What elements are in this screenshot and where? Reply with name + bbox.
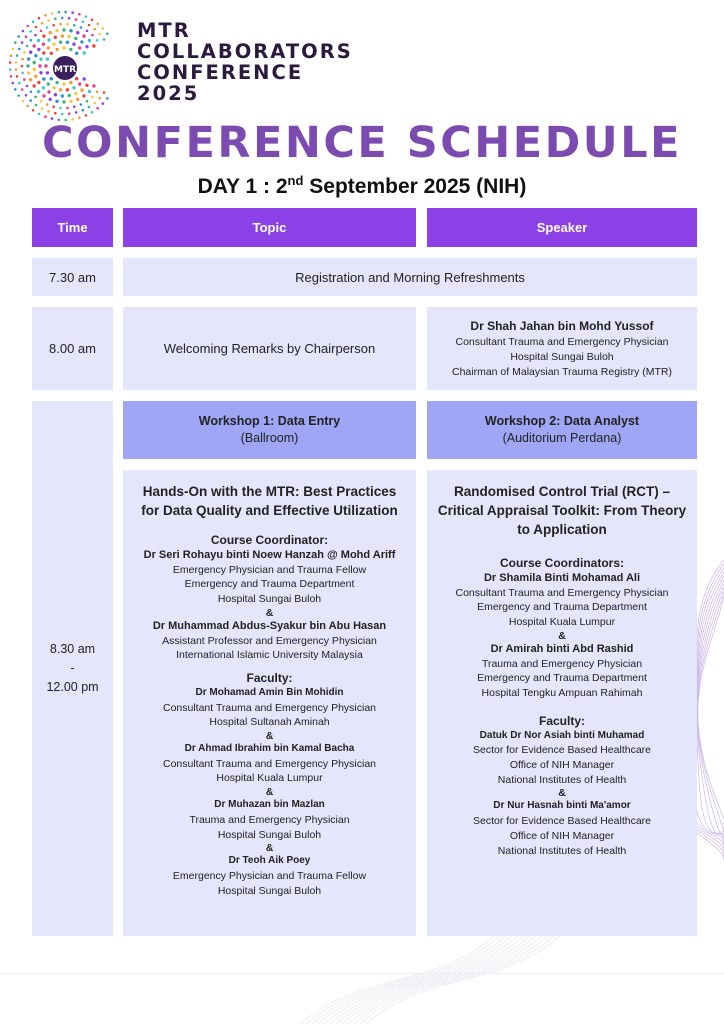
logo-dot xyxy=(10,54,13,57)
person-line: Emergency Physician and Trauma Fellow xyxy=(172,563,367,576)
workshop-1-header xyxy=(123,401,416,459)
logo-dot xyxy=(59,41,62,44)
logo-dot xyxy=(30,91,33,94)
logo-dot xyxy=(54,36,57,39)
logo-dot xyxy=(42,77,45,80)
logo-dot xyxy=(74,37,77,40)
logo-dot xyxy=(44,64,47,67)
logo-dot xyxy=(50,52,53,55)
ampersand: & xyxy=(265,842,274,855)
logo-dot xyxy=(78,46,81,49)
logo-dot xyxy=(66,41,69,44)
logo-dot xyxy=(75,111,78,114)
person-line: Consultant Trauma and Emergency Physician xyxy=(162,757,377,770)
logo-dot xyxy=(42,86,45,89)
header-topic: Topic xyxy=(123,208,416,247)
logo-dot xyxy=(68,17,71,20)
logo-dot xyxy=(88,90,91,93)
faculty-label: Faculty: xyxy=(538,713,585,728)
speaker-line: Hospital Sungai Buloh xyxy=(510,350,614,363)
logo-dot xyxy=(42,43,45,46)
logo-dot xyxy=(12,82,15,85)
logo-dot xyxy=(15,68,18,71)
logo-dot xyxy=(66,107,69,110)
logo-dot xyxy=(39,71,42,74)
wave-line xyxy=(697,592,724,839)
logo-dot xyxy=(29,51,32,54)
person-line: Assistant Professor and Emergency Physician xyxy=(162,634,377,647)
logo-dot xyxy=(98,33,101,36)
day-heading xyxy=(0,173,724,199)
person-line: Emergency and Trauma Department xyxy=(477,601,647,614)
logo-dot xyxy=(69,48,72,51)
logo-dot xyxy=(96,23,99,26)
logo-dot xyxy=(69,100,72,103)
logo-dot xyxy=(27,71,30,74)
heading-line: Critical Appraisal Toolkit: From Theory xyxy=(437,503,687,518)
logo-dot xyxy=(93,102,96,105)
logo-dot xyxy=(74,92,77,95)
logo-dot xyxy=(21,88,24,91)
person-line: Hospital Tengku Ampuan Rahimah xyxy=(481,686,643,699)
time-start: 8.30 am xyxy=(49,642,96,656)
logo-dot xyxy=(78,82,81,85)
logo-dot xyxy=(17,94,20,97)
ampersand: & xyxy=(558,629,566,642)
logo-dot xyxy=(40,30,43,33)
person-line: Office of NIH Manager xyxy=(509,829,615,842)
logo-dot xyxy=(47,110,50,113)
logo-dot xyxy=(82,34,85,37)
heading-line: for Data Quality and Effective Utilization xyxy=(141,503,398,518)
logo-dot xyxy=(80,103,83,106)
person-line: National Institutes of Health xyxy=(497,844,627,857)
logo-dot xyxy=(68,94,71,97)
coordinator-name: Dr Seri Rohayu binti Noew Hanzah @ Mohd Ariff xyxy=(143,549,396,561)
logo-dot xyxy=(83,77,86,80)
logo-line-3: CONFERENCE xyxy=(137,61,304,84)
logo-dot xyxy=(25,35,28,38)
logo-dot xyxy=(38,113,41,116)
logo-dot xyxy=(22,100,25,103)
logo-dot xyxy=(32,44,35,47)
logo-dot xyxy=(9,61,12,64)
logo-dot xyxy=(61,113,64,116)
wave-line xyxy=(366,930,566,1024)
person-line: Sector for Evidence Based Healthcare xyxy=(472,815,651,828)
person-line: Hospital Kuala Lumpur xyxy=(508,616,616,629)
logo-dot xyxy=(47,82,50,85)
logo-dot xyxy=(38,17,41,20)
footer-divider xyxy=(0,973,724,974)
logo-dot xyxy=(103,38,106,41)
logo-dot xyxy=(61,94,64,97)
logo-dot xyxy=(39,58,42,61)
logo-dot xyxy=(42,51,45,54)
logo-dot xyxy=(52,43,55,46)
person-line: Trauma and Emergency Physician xyxy=(189,813,350,826)
decorative-waves-bottom xyxy=(300,930,600,1024)
coordinator-name: Dr Shamila Binti Mohamad Ali xyxy=(483,572,641,584)
logo-dot xyxy=(16,54,19,57)
logo-dot xyxy=(51,12,54,15)
ampersand: & xyxy=(265,606,274,619)
logo-dot xyxy=(46,26,49,29)
logo-dot xyxy=(35,26,38,29)
logo-dot xyxy=(58,11,61,14)
logo-dot xyxy=(37,39,40,42)
logo-dot xyxy=(66,23,69,26)
header-speaker: Speaker xyxy=(427,208,697,247)
logo-dot xyxy=(18,48,21,51)
logo-dot xyxy=(50,77,53,80)
logo-dot xyxy=(26,45,29,48)
logo-line-1: MTR xyxy=(137,19,191,42)
faculty-name: Dr Teoh Aik Poey xyxy=(228,855,311,867)
logo-dot xyxy=(37,48,40,51)
logo-dot xyxy=(91,96,94,99)
logo-dot xyxy=(46,71,49,74)
logo-dot xyxy=(73,105,76,108)
logo-dot xyxy=(47,90,50,93)
logo-dot xyxy=(88,24,91,27)
row1-topic: Registration and Morning Refreshments xyxy=(123,258,697,296)
logo-dot xyxy=(72,43,75,46)
logo-dot xyxy=(86,100,89,103)
logo-dot xyxy=(98,97,101,100)
logo-dot xyxy=(68,112,71,115)
coordinator-label: Course Coordinators: xyxy=(499,556,624,570)
logo-dot xyxy=(86,30,89,33)
logo-dot xyxy=(10,75,13,78)
logo-dot xyxy=(66,88,69,91)
logo-dot xyxy=(18,82,21,85)
logo-dot xyxy=(42,94,45,97)
logo-dot xyxy=(75,52,78,55)
mtr-logo xyxy=(6,6,122,122)
logo-dot xyxy=(55,29,58,32)
logo-dot xyxy=(29,99,32,102)
person-line: Hospital Kuala Lumpur xyxy=(216,772,323,785)
row2-topic: Welcoming Remarks by Chairperson xyxy=(123,307,416,390)
logo-dot xyxy=(91,34,94,37)
speaker-line: Consultant Trauma and Emergency Physician xyxy=(455,335,669,348)
logo-dot xyxy=(42,34,45,37)
logo-dot xyxy=(59,88,62,91)
logo-dot xyxy=(52,24,55,27)
workshop-1-heading xyxy=(141,482,398,520)
row3-time xyxy=(32,401,113,936)
logo-dot xyxy=(21,41,24,44)
faculty-name: Dr Nur Hasnah binti Ma'amor xyxy=(493,800,631,812)
logo-dot xyxy=(82,21,85,24)
logo-dot xyxy=(80,40,83,43)
faculty-name: Dr Mohamad Amin Bin Mohidin xyxy=(195,686,344,698)
logo-dot xyxy=(96,107,99,110)
speaker-line: Chairman of Malaysian Trauma Registry (MTR) xyxy=(452,365,672,378)
logo-dot xyxy=(26,85,29,88)
time-separator: - xyxy=(70,661,75,675)
person-line: Emergency and Trauma Department xyxy=(477,672,647,685)
logo-dot xyxy=(47,46,50,49)
logo-dot xyxy=(62,100,65,103)
logo-dot xyxy=(32,109,35,112)
workshop-1-title: Workshop 1: Data Entry xyxy=(198,414,341,428)
faculty-name: Datuk Dr Nor Asiah binti Muhamad xyxy=(479,729,645,741)
row2-time: 8.00 am xyxy=(32,307,113,390)
logo-dot xyxy=(91,111,94,114)
logo-dot xyxy=(21,65,24,68)
logo-dot xyxy=(26,105,29,108)
day-sup: nd xyxy=(287,173,304,188)
logo-dot xyxy=(26,25,29,28)
logo-dot xyxy=(64,11,67,14)
heading-line: Hands-On with the MTR: Best Practices xyxy=(142,484,397,499)
logo-dot xyxy=(106,97,109,100)
faculty-name: Dr Muhazan bin Mazlan xyxy=(214,799,325,811)
wave-line xyxy=(360,930,560,1024)
speaker-name: Dr Shah Jahan bin Mohd Yussof xyxy=(470,318,654,333)
logo-dot xyxy=(93,28,96,31)
logo-dot xyxy=(14,41,17,44)
logo-dot xyxy=(102,27,105,30)
logo-dot xyxy=(23,78,26,81)
row1-time: 7.30 am xyxy=(32,258,113,296)
coordinator-name: Dr Muhammad Abdus-Syakur bin Abu Hasan xyxy=(152,619,387,632)
logo-dot xyxy=(26,64,29,67)
workshop-2-header xyxy=(427,401,697,459)
logo-dot xyxy=(92,84,95,87)
person-line: Sector for Evidence Based Healthcare xyxy=(472,744,651,757)
workshop-2-venue: (Auditorium Perdana) xyxy=(502,431,622,445)
logo-dot xyxy=(78,13,81,16)
logo-dot xyxy=(54,112,57,115)
heading-line: Randomised Control Trial (RCT) – xyxy=(453,484,670,499)
person-line: Consultant Trauma and Emergency Physician xyxy=(455,586,669,599)
logo-dot xyxy=(106,32,109,35)
logo-dot xyxy=(21,72,24,75)
logo-dot xyxy=(23,51,26,54)
logo-dot xyxy=(40,100,43,103)
workshop-1-details xyxy=(123,470,416,936)
logo-dot xyxy=(9,68,12,71)
logo-dot xyxy=(75,18,78,21)
logo-dot xyxy=(59,23,62,26)
logo-dot xyxy=(33,61,36,64)
coordinator-name: Dr Amirah binti Abd Rashid xyxy=(490,642,634,655)
person-line: Emergency and Trauma Department xyxy=(184,578,355,591)
logo-dot xyxy=(32,84,35,87)
workshop-1-venue: (Ballroom) xyxy=(240,431,299,445)
logo-dot xyxy=(37,81,40,84)
heading-line: to Application xyxy=(517,522,607,537)
logo-dot xyxy=(34,54,37,57)
logo-dot xyxy=(85,114,88,117)
logo-dot xyxy=(61,17,64,20)
header-time: Time xyxy=(32,208,113,247)
logo-dot xyxy=(75,77,78,80)
person-line: Hospital Sungai Buloh xyxy=(217,884,322,897)
logo-dot xyxy=(25,94,28,97)
logo-dot xyxy=(38,64,41,67)
logo-line-4: 2025 xyxy=(137,82,200,105)
logo-dot xyxy=(37,90,40,93)
logo-dot xyxy=(34,96,37,99)
day-prefix: DAY 1 : 2 xyxy=(197,175,288,198)
logo-dot xyxy=(73,24,76,27)
faculty-name: Dr Ahmad Ibrahim bin Kamal Bacha xyxy=(184,743,355,755)
day-suffix: September 2025 (NIH) xyxy=(303,175,527,198)
logo-dot xyxy=(82,109,85,112)
logo-dot xyxy=(47,38,50,41)
person-line: Office of NIH Manager xyxy=(509,759,615,772)
logo-dot xyxy=(72,86,75,89)
logo-dot xyxy=(59,107,62,110)
logo-dot xyxy=(52,105,55,108)
logo-dot xyxy=(30,39,33,42)
logo-dot xyxy=(62,28,65,31)
logo-dot xyxy=(62,82,65,85)
logo-mark-text: MTR xyxy=(53,65,77,75)
coordinator-label: Course Coordinator: xyxy=(210,533,329,547)
logo-dot xyxy=(71,11,74,14)
person-line: Hospital Sungai Buloh xyxy=(217,828,322,841)
page-title: CONFERENCE SCHEDULE xyxy=(42,118,682,168)
logo-dot xyxy=(49,31,52,34)
logo-dot xyxy=(80,88,83,91)
person-line: Hospital Sultanah Aminah xyxy=(209,716,330,729)
logo-dot xyxy=(91,19,94,22)
logo-dot xyxy=(17,35,20,38)
logo-dot xyxy=(83,51,86,54)
row2-speaker xyxy=(427,307,697,390)
logo-dot xyxy=(16,75,19,78)
logo-dot xyxy=(46,103,49,106)
logo-dot xyxy=(62,46,65,49)
logo-dot xyxy=(103,91,106,94)
logo-dot xyxy=(35,104,38,107)
person-line: Hospital Sungai Buloh xyxy=(217,593,322,606)
logo-dot xyxy=(102,102,105,105)
ampersand: & xyxy=(265,730,274,743)
logo-dot xyxy=(69,29,72,32)
logo-dot xyxy=(33,68,36,71)
logo-dot xyxy=(29,30,32,33)
logo-dot xyxy=(69,81,72,84)
logo-dot xyxy=(29,78,32,81)
faculty-label: Faculty: xyxy=(246,670,293,685)
logo-dot xyxy=(76,98,79,101)
logo-dot xyxy=(41,22,44,25)
logo-dot xyxy=(96,39,99,42)
logo-dot xyxy=(96,91,99,94)
workshop-2-title: Workshop 2: Data Analyst xyxy=(484,414,640,428)
logo-dot xyxy=(46,57,49,60)
logo-dot xyxy=(85,84,88,87)
logo-dot xyxy=(80,26,83,29)
logo-dot xyxy=(15,61,18,64)
logo-dot xyxy=(22,30,25,33)
logo-dot xyxy=(88,106,91,109)
logo-dot xyxy=(34,75,37,78)
person-line: National Institutes of Health xyxy=(497,773,627,786)
logo-dot xyxy=(12,48,15,51)
logo-dot xyxy=(32,20,35,23)
ampersand: & xyxy=(265,786,274,799)
time-end: 12.00 pm xyxy=(46,680,99,694)
logo-dot xyxy=(49,98,52,101)
logo-dot xyxy=(61,34,64,37)
logo-line-2: COLLABORATORS xyxy=(137,40,353,63)
logo-dot xyxy=(47,19,50,22)
person-line: Consultant Trauma and Emergency Physician xyxy=(162,701,377,714)
person-line: Emergency Physician and Trauma Fellow xyxy=(172,869,367,882)
logo-dot xyxy=(82,94,85,97)
workshop-2-heading xyxy=(438,482,686,539)
logo-dot xyxy=(55,81,58,84)
logo-dot xyxy=(52,86,55,89)
logo-dot xyxy=(85,45,88,48)
logo-dot xyxy=(27,57,30,60)
logo-dot xyxy=(44,14,47,17)
logo-dot xyxy=(41,107,44,110)
logo-dot xyxy=(55,100,58,103)
logo-dot xyxy=(54,18,57,21)
logo-dot xyxy=(92,44,95,47)
logo-dot xyxy=(85,15,88,18)
logo-dot xyxy=(88,39,91,42)
conference-name xyxy=(137,20,353,104)
logo-dot xyxy=(14,88,17,91)
ampersand: & xyxy=(558,787,566,800)
logo-dot xyxy=(76,31,79,34)
workshop-2-details xyxy=(427,470,697,936)
logo-dot xyxy=(34,34,37,37)
logo-dot xyxy=(68,35,71,38)
person-line: International Islamic University Malaysia xyxy=(176,649,363,662)
logo-dot xyxy=(54,93,57,96)
logo-dot xyxy=(21,58,24,61)
person-line: Trauma and Emergency Physician xyxy=(481,657,643,670)
logo-dot xyxy=(55,48,58,51)
